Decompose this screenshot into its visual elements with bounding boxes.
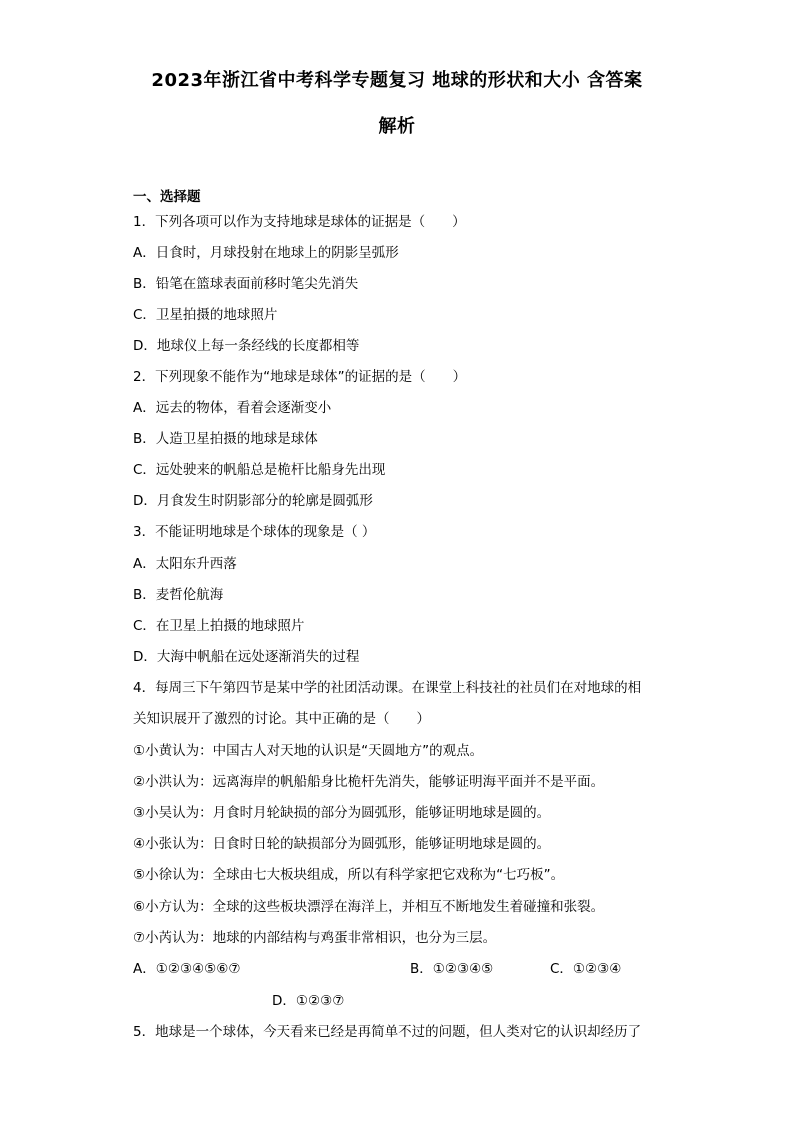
question-2-stem: 2．下列现象不能作为“地球是球体”的证据的是（ ） (133, 369, 467, 385)
question-2-option-c: C．远处驶来的帆船总是桅杆比船身先出现 (133, 462, 386, 478)
question-2-option-d: D．月食发生时阴影部分的轮廓是圆弧形 (133, 493, 373, 509)
question-3-option-d: D．大海中帆船在远处逐渐消失的过程 (133, 649, 360, 665)
question-3-option-a: A．太阳东升西落 (133, 556, 237, 572)
question-2-option-b: B．人造卫星拍摄的地球是球体 (133, 431, 318, 447)
question-1-option-d: D．地球仪上每一条经线的长度都相等 (133, 338, 360, 354)
question-3-option-b: B．麦哲伦航海 (133, 587, 224, 603)
question-1-option-b: B．铅笔在篮球表面前移时笔尖先消失 (133, 276, 359, 292)
question-1-option-c: C．卫星拍摄的地球照片 (133, 307, 278, 323)
question-4-stem-line1: 4．每周三下午第四节是某中学的社团活动课。在课堂上科技社的社员们在对地球的相 (133, 680, 642, 696)
question-3-stem: 3．不能证明地球是个球体的现象是（ ） (133, 524, 376, 540)
question-5-stem-line1: 5．地球是一个球体，今天看来已经是再简单不过的问题，但人类对它的认识却经历了 (133, 1024, 642, 1040)
question-4-statement-2: ②小洪认为：远离海岸的帆船船身比桅杆先消失，能够证明海平面并不是平面。 (133, 774, 605, 790)
question-1-stem: 1．下列各项可以作为支持地球是球体的证据是（ ） (133, 214, 466, 230)
question-4-stem-line2: 关知识展开了激烈的讨论。其中正确的是（ ） (133, 711, 430, 727)
question-2-option-a: A．远去的物体，看着会逐渐变小 (133, 400, 332, 416)
question-4-option-a: A．①②③④⑤⑥⑦ (133, 961, 241, 977)
question-1-option-a: A．日食时，月球投射在地球上的阴影呈弧形 (133, 245, 399, 261)
question-4-option-b: B．①②③④⑤ (410, 961, 494, 977)
question-4-option-d: D．①②③⑦ (272, 993, 345, 1009)
question-3-option-c: C．在卫星上拍摄的地球照片 (133, 618, 305, 634)
question-4-statement-5: ⑤小徐认为：全球由七大板块组成，所以有科学家把它戏称为“七巧板”。 (133, 867, 565, 883)
question-4-statement-6: ⑥小方认为：全球的这些板块漂浮在海洋上，并相互不断地发生着碰撞和张裂。 (133, 899, 605, 915)
document-title-line2: 解析 (378, 116, 416, 137)
section-heading: 一、选择题 (133, 189, 201, 205)
document-title-line1: 2023年浙江省中考科学专题复习 地球的形状和大小 含答案 (151, 70, 643, 91)
question-4-statement-4: ④小张认为：日食时日轮的缺损部分为圆弧形，能够证明地球是圆的。 (133, 836, 551, 852)
question-4-statement-7: ⑦小芮认为：地球的内部结构与鸡蛋非常相识，也分为三层。 (133, 930, 497, 946)
question-4-statement-3: ③小吴认为：月食时月轮缺损的部分为圆弧形，能够证明地球是圆的。 (133, 805, 551, 821)
question-4-option-c: C．①②③④ (550, 961, 622, 977)
question-4-statement-1: ①小黄认为：中国古人对天地的认识是“天圆地方”的观点。 (133, 743, 484, 759)
